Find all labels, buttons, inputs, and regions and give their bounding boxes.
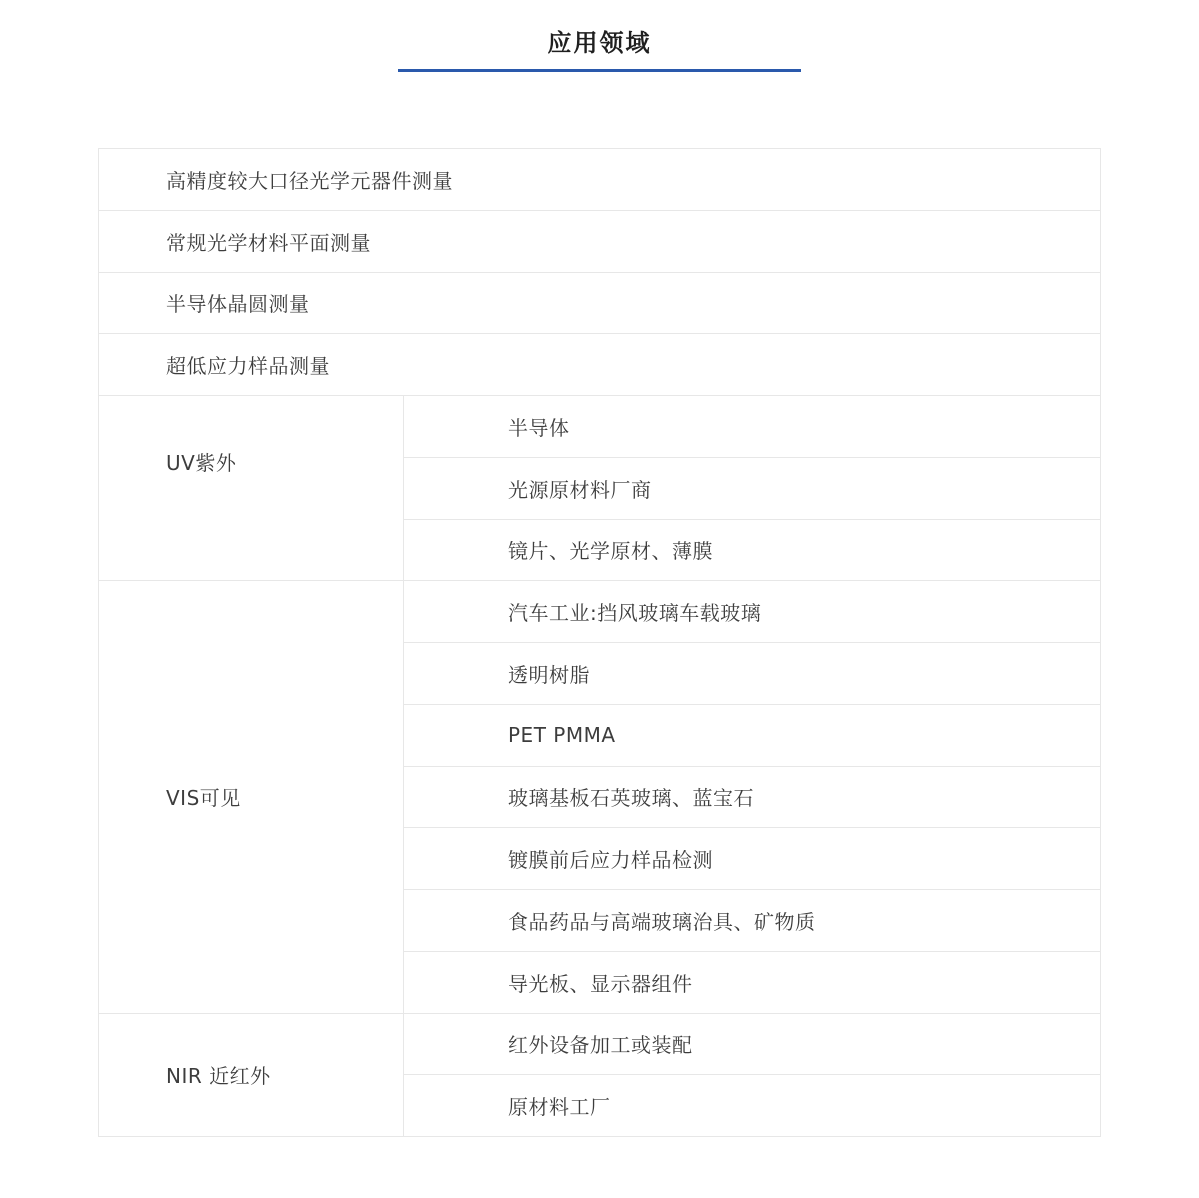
group-item-cell: 原材料工厂 [404,1075,1101,1137]
table-row [99,396,1101,458]
table-row [99,334,1101,396]
title-underline [398,69,801,72]
table-row [99,581,1101,643]
table-row [99,149,1101,211]
group-item-cell: 食品药品与高端玻璃治具、矿物质 [404,890,1101,952]
group-item-cell: 导光板、显示器组件 [404,951,1101,1013]
group-item-cell: 玻璃基板石英玻璃、蓝宝石 [404,766,1101,828]
group-item-cell: 汽车工业:挡风玻璃车载玻璃 [404,581,1101,643]
table-row [99,272,1101,334]
group-label-uv: UV紫外 [99,396,404,581]
group-item-cell: 红外设备加工或装配 [404,1013,1101,1075]
group-item-cell: 光源原材料厂商 [404,457,1101,519]
group-item-cell: PET PMMA [404,704,1101,766]
group-label-nir: NIR 近红外 [99,1013,404,1137]
general-row-cell: 高精度较大口径光学元器件测量 [99,149,1101,211]
group-item-cell: 镀膜前后应力样品检测 [404,828,1101,890]
general-row-cell: 常规光学材料平面测量 [99,210,1101,272]
table-row [99,1013,1101,1075]
group-item-cell: 半导体 [404,396,1101,458]
general-row-cell: 半导体晶圆测量 [99,272,1101,334]
table-row [99,210,1101,272]
general-row-cell: 超低应力样品测量 [99,334,1101,396]
page-title: 应用领域 [547,29,652,57]
application-areas-table [98,148,1101,1137]
group-item-cell: 透明树脂 [404,643,1101,705]
group-item-cell: 镜片、光学原材、薄膜 [404,519,1101,581]
group-label-vis: VIS可见 [99,581,404,1013]
